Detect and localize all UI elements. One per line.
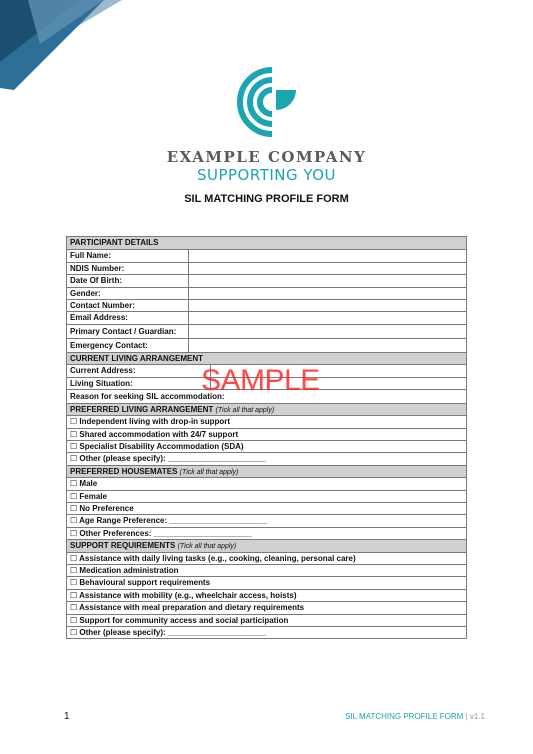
section-header-preferred-living — [67, 403, 466, 415]
option-label: Age Range Preference: ______________________ — [79, 516, 268, 526]
option-label: Independent living with drop-in support — [79, 417, 231, 427]
checkbox-option[interactable] — [67, 627, 466, 638]
page-number: 1 — [64, 711, 70, 722]
sample-watermark: SAMPLE — [201, 364, 320, 397]
checkbox-icon[interactable]: ☐ — [70, 615, 78, 625]
checkbox-row[interactable] — [67, 415, 466, 427]
checkbox-row[interactable] — [67, 576, 466, 588]
section-header-participant — [67, 237, 466, 249]
gender-field[interactable] — [189, 288, 466, 299]
field-row — [67, 389, 466, 403]
field-row — [67, 299, 466, 311]
option-label: Other (please specify): ______________________ — [79, 627, 266, 637]
checkbox-row[interactable] — [67, 527, 466, 539]
option-label: Medication administration — [79, 565, 179, 575]
emergency-contact-field[interactable] — [189, 339, 466, 352]
section-title-wrap — [67, 540, 466, 551]
checkbox-row[interactable] — [67, 601, 466, 613]
ndis-number-field[interactable] — [189, 263, 466, 274]
checkbox-row[interactable] — [67, 589, 466, 601]
checkbox-icon[interactable]: ☐ — [70, 454, 78, 464]
option-label: Other Preferences: ______________________ — [79, 528, 252, 538]
footer-doc-title: SIL MATCHING PROFILE FORM — [345, 712, 464, 721]
checkbox-icon[interactable]: ☐ — [70, 429, 78, 439]
section-title: PREFERRED LIVING ARRANGEMENT — [70, 404, 214, 414]
field-row — [67, 274, 466, 286]
option-label: Assistance with mobility (e.g., wheelchair access, hoists) — [79, 590, 297, 600]
footer-version: v1.1 — [469, 712, 485, 721]
checkbox-icon[interactable]: ☐ — [70, 516, 78, 526]
section-title-wrap — [67, 404, 466, 415]
checkbox-row[interactable] — [67, 626, 466, 638]
option-label: Specialist Disability Accommodation (SDA) — [79, 442, 244, 452]
company-name: EXAMPLE COMPANY — [166, 148, 367, 166]
field-row — [67, 324, 466, 338]
section-hint: (Tick all that apply) — [179, 468, 239, 476]
checkbox-option[interactable] — [67, 491, 466, 502]
checkbox-option[interactable] — [67, 453, 466, 464]
checkbox-option[interactable] — [67, 615, 466, 626]
field-label[interactable]: Reason for seeking SIL accommodation: — [70, 391, 225, 401]
section-hint: (Tick all that apply) — [177, 543, 237, 551]
field-label: Contact Number: — [67, 300, 189, 311]
checkbox-option[interactable] — [67, 528, 466, 539]
field-label: NDIS Number: — [67, 263, 189, 274]
checkbox-option[interactable] — [67, 590, 466, 601]
checkbox-option[interactable] — [67, 441, 466, 452]
checkbox-icon[interactable]: ☐ — [70, 603, 78, 613]
checkbox-row[interactable] — [67, 490, 466, 502]
field-label: Gender: — [67, 288, 189, 299]
checkbox-icon[interactable]: ☐ — [70, 553, 78, 563]
checkbox-option[interactable] — [67, 503, 466, 514]
section-title: PARTICIPANT DETAILS — [70, 238, 159, 247]
checkbox-option[interactable] — [67, 478, 466, 489]
section-header-housemates — [67, 465, 466, 477]
checkbox-icon[interactable]: ☐ — [70, 528, 78, 538]
checkbox-option[interactable] — [67, 429, 466, 440]
checkbox-icon[interactable]: ☐ — [70, 627, 78, 637]
section-title: CURRENT LIVING ARRANGEMENT — [70, 353, 204, 363]
checkbox-option[interactable] — [67, 602, 466, 613]
section-title: PREFERRED HOUSEMATES — [70, 466, 178, 476]
field-row — [67, 287, 466, 299]
section-header-living — [67, 352, 466, 364]
field-label: Email Address: — [67, 312, 189, 323]
option-label: No Preference — [79, 504, 134, 514]
checkbox-option[interactable] — [67, 577, 466, 588]
footer-title — [345, 712, 485, 721]
field-label: Current Address: — [67, 365, 211, 376]
field-label: Full Name: — [67, 250, 189, 261]
field-row — [67, 377, 466, 389]
checkbox-icon[interactable]: ☐ — [70, 565, 78, 575]
date-of-birth-field[interactable] — [189, 275, 466, 286]
option-label: Shared accommodation with 24/7 support — [79, 429, 239, 439]
option-label: Female — [79, 491, 107, 501]
option-label: Behavioural support requirements — [79, 578, 211, 588]
section-title: SUPPORT REQUIREMENTS — [70, 541, 176, 551]
current-address-field[interactable] — [211, 365, 466, 376]
checkbox-row[interactable] — [67, 514, 466, 526]
option-label: Support for community access and social participation — [79, 615, 289, 625]
option-label: Assistance with daily living tasks (e.g., cooking, cleaning, personal care) — [79, 553, 356, 563]
section-hint: (Tick all that apply) — [215, 406, 275, 414]
option-label: Male — [79, 479, 98, 489]
checkbox-icon[interactable]: ☐ — [70, 578, 78, 588]
checkbox-row[interactable] — [67, 452, 466, 464]
checkbox-icon[interactable]: ☐ — [70, 442, 78, 452]
checkbox-option[interactable] — [67, 553, 466, 564]
checkbox-icon[interactable]: ☐ — [70, 491, 78, 501]
field-label: Date Of Birth: — [67, 275, 189, 286]
contact-number-field[interactable] — [189, 300, 466, 311]
field-row — [67, 364, 466, 376]
field-label: Living Situation: — [67, 378, 211, 389]
company-logo — [232, 66, 302, 138]
section-title-wrap — [67, 466, 466, 477]
checkbox-option[interactable] — [67, 515, 466, 526]
checkbox-icon[interactable]: ☐ — [70, 504, 78, 514]
checkbox-option[interactable] — [67, 565, 466, 576]
email-address-field[interactable] — [189, 312, 466, 323]
corner-decoration — [0, 0, 122, 92]
option-label: Other (please specify): ______________________ — [79, 454, 266, 464]
checkbox-icon[interactable]: ☐ — [70, 417, 78, 427]
field-row — [67, 249, 466, 261]
section-header-support — [67, 539, 466, 551]
field-row — [67, 262, 466, 274]
checkbox-row[interactable] — [67, 502, 466, 514]
living-situation-field[interactable] — [211, 378, 466, 389]
footer-separator: | — [463, 712, 470, 721]
primary-contact-field[interactable] — [189, 325, 466, 338]
checkbox-icon[interactable]: ☐ — [70, 479, 78, 489]
option-label: Assistance with meal preparation and dietary requirements — [79, 603, 305, 613]
company-tagline: SUPPORTING YOU — [196, 166, 337, 184]
checkbox-option[interactable] — [67, 416, 466, 427]
checkbox-icon[interactable]: ☐ — [70, 590, 78, 600]
field-label: Primary Contact / Guardian: — [67, 325, 189, 338]
checkbox-row[interactable] — [67, 428, 466, 440]
form-title: SIL MATCHING PROFILE FORM — [184, 193, 349, 205]
field-row — [67, 311, 466, 323]
checkbox-row[interactable] — [67, 477, 466, 489]
checkbox-row[interactable] — [67, 552, 466, 564]
checkbox-row[interactable] — [67, 614, 466, 626]
field-row — [67, 338, 466, 352]
checkbox-row[interactable] — [67, 440, 466, 452]
profile-form-table — [66, 236, 467, 639]
full-name-field[interactable] — [189, 250, 466, 261]
checkbox-row[interactable] — [67, 564, 466, 576]
field-label: Emergency Contact: — [67, 339, 189, 352]
